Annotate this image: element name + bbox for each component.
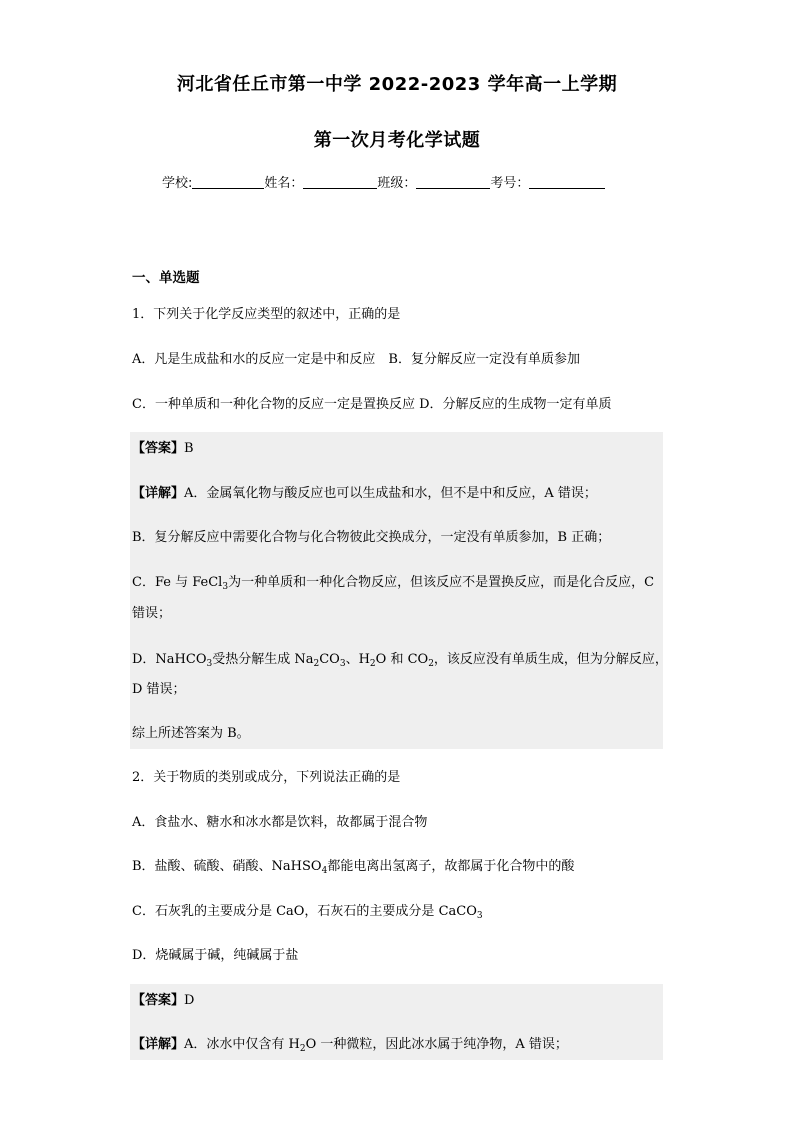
q1-detail-c-sub: 3	[222, 582, 229, 592]
q1-stem: 1．下列关于化学反应类型的叙述中，正确的是	[132, 307, 401, 322]
q1-detail-d-part2: 受热分解生成 Na	[212, 652, 314, 667]
school-blank	[192, 175, 264, 189]
q2-stem: 2．关于物质的类别或成分，下列说法正确的是	[132, 770, 401, 785]
q2-answer-value: D	[184, 993, 195, 1008]
document-title-line2: 第一次月考化学试题	[313, 130, 481, 151]
q2-option-a: A．食盐水、糖水和冰水都是饮料，故都属于混合物	[132, 815, 428, 830]
q1-detail-d-part5: O 和 CO	[375, 652, 429, 667]
q1-detail-d-line2: D 错误；	[132, 682, 186, 697]
document-title-line1: 河北省任丘市第一中学 2022-2023 学年高一上学期	[176, 74, 618, 95]
q1-detail-c-part2: 为一种单质和一种化合物反应，但该反应不是置换反应，而是化合反应，C	[228, 575, 655, 590]
q1-detail-d-sub5: 2	[428, 659, 434, 669]
q2-option-c-part1: C．石灰乳的主要成分是 CaO，石灰石的主要成分是 CaCO	[132, 904, 477, 919]
q1-detail-c-line2: 错误；	[132, 606, 172, 621]
q1-detail-c	[132, 573, 684, 593]
q1-detail-d-sub4: 2	[369, 659, 376, 669]
q1-summary: 综上所述答案为 B。	[132, 726, 250, 741]
student-info-row	[162, 172, 642, 191]
q2-detail-a-part2: O 一种微粒，因此冰水属于纯净物，A 错误；	[305, 1037, 568, 1052]
q1-detail-c-part1: C．Fe 与 FeCl	[132, 575, 223, 590]
q1-answer-tag: 【答案】	[132, 441, 185, 456]
q2-option-b-part2: 都能电离出氢离子，故都属于化合物中的酸	[327, 859, 575, 874]
school-label: 学校:	[162, 176, 193, 191]
q1-detail-d-part6: ，该反应没有单质生成，但为分解反应，	[433, 652, 668, 667]
section-title: 一、单选题	[132, 270, 200, 286]
class-blank	[416, 175, 490, 189]
q1-detail-d-sub2: 2	[313, 659, 320, 669]
q1-detail-d-part4: 、H	[345, 652, 370, 667]
q2-detail-a	[132, 1035, 684, 1055]
q1-detail-a-text: A．金属氧化物与酸反应也可以生成盐和水，但不是中和反应，A 错误；	[184, 486, 597, 501]
q1-detail-a	[132, 484, 684, 504]
q2-answer	[132, 991, 684, 1011]
q2-option-b	[132, 857, 684, 877]
class-label: 班级：	[377, 176, 417, 191]
q1-answer-value: B	[184, 441, 194, 456]
name-label: 姓名：	[264, 176, 304, 191]
q2-option-b-part1: B．盐酸、硫酸、硝酸、NaHSO	[132, 859, 322, 874]
q2-answer-tag: 【答案】	[132, 993, 185, 1008]
q2-option-b-sub: 4	[321, 866, 328, 876]
q2-detail-a-sub: 2	[299, 1044, 306, 1054]
q2-detail-tag: 【详解】	[132, 1037, 185, 1052]
exam-no-blank	[529, 175, 605, 189]
q1-options-cd: C．一种单质和一种化合物的反应一定是置换反应 D．分解反应的生成物一定有单质	[132, 397, 612, 412]
exam-no-label: 考号：	[490, 176, 530, 191]
q2-option-c-sub: 3	[476, 911, 483, 921]
q2-option-c	[132, 902, 684, 922]
q1-detail-d-part1: D．NaHCO	[132, 652, 207, 667]
q1-detail-b: B．复分解反应中需要化合物与化合物彼此交换成分，一定没有单质参加，B 正确；	[132, 530, 611, 545]
q1-answer	[132, 439, 684, 459]
q1-detail-d-part3: CO	[319, 652, 340, 667]
q1-detail-d-sub1: 3	[206, 659, 213, 669]
q1-detail-d	[132, 650, 684, 670]
q1-detail-tag: 【详解】	[132, 486, 185, 501]
q1-options-ab: A．凡是生成盐和水的反应一定是中和反应 B．复分解反应一定没有单质参加	[132, 352, 580, 367]
name-blank	[303, 175, 377, 189]
q1-detail-d-sub3: 3	[339, 659, 346, 669]
q2-detail-a-part1: A．冰水中仅含有 H	[184, 1037, 300, 1052]
q2-option-d: D．烧碱属于碱，纯碱属于盐	[132, 948, 299, 963]
